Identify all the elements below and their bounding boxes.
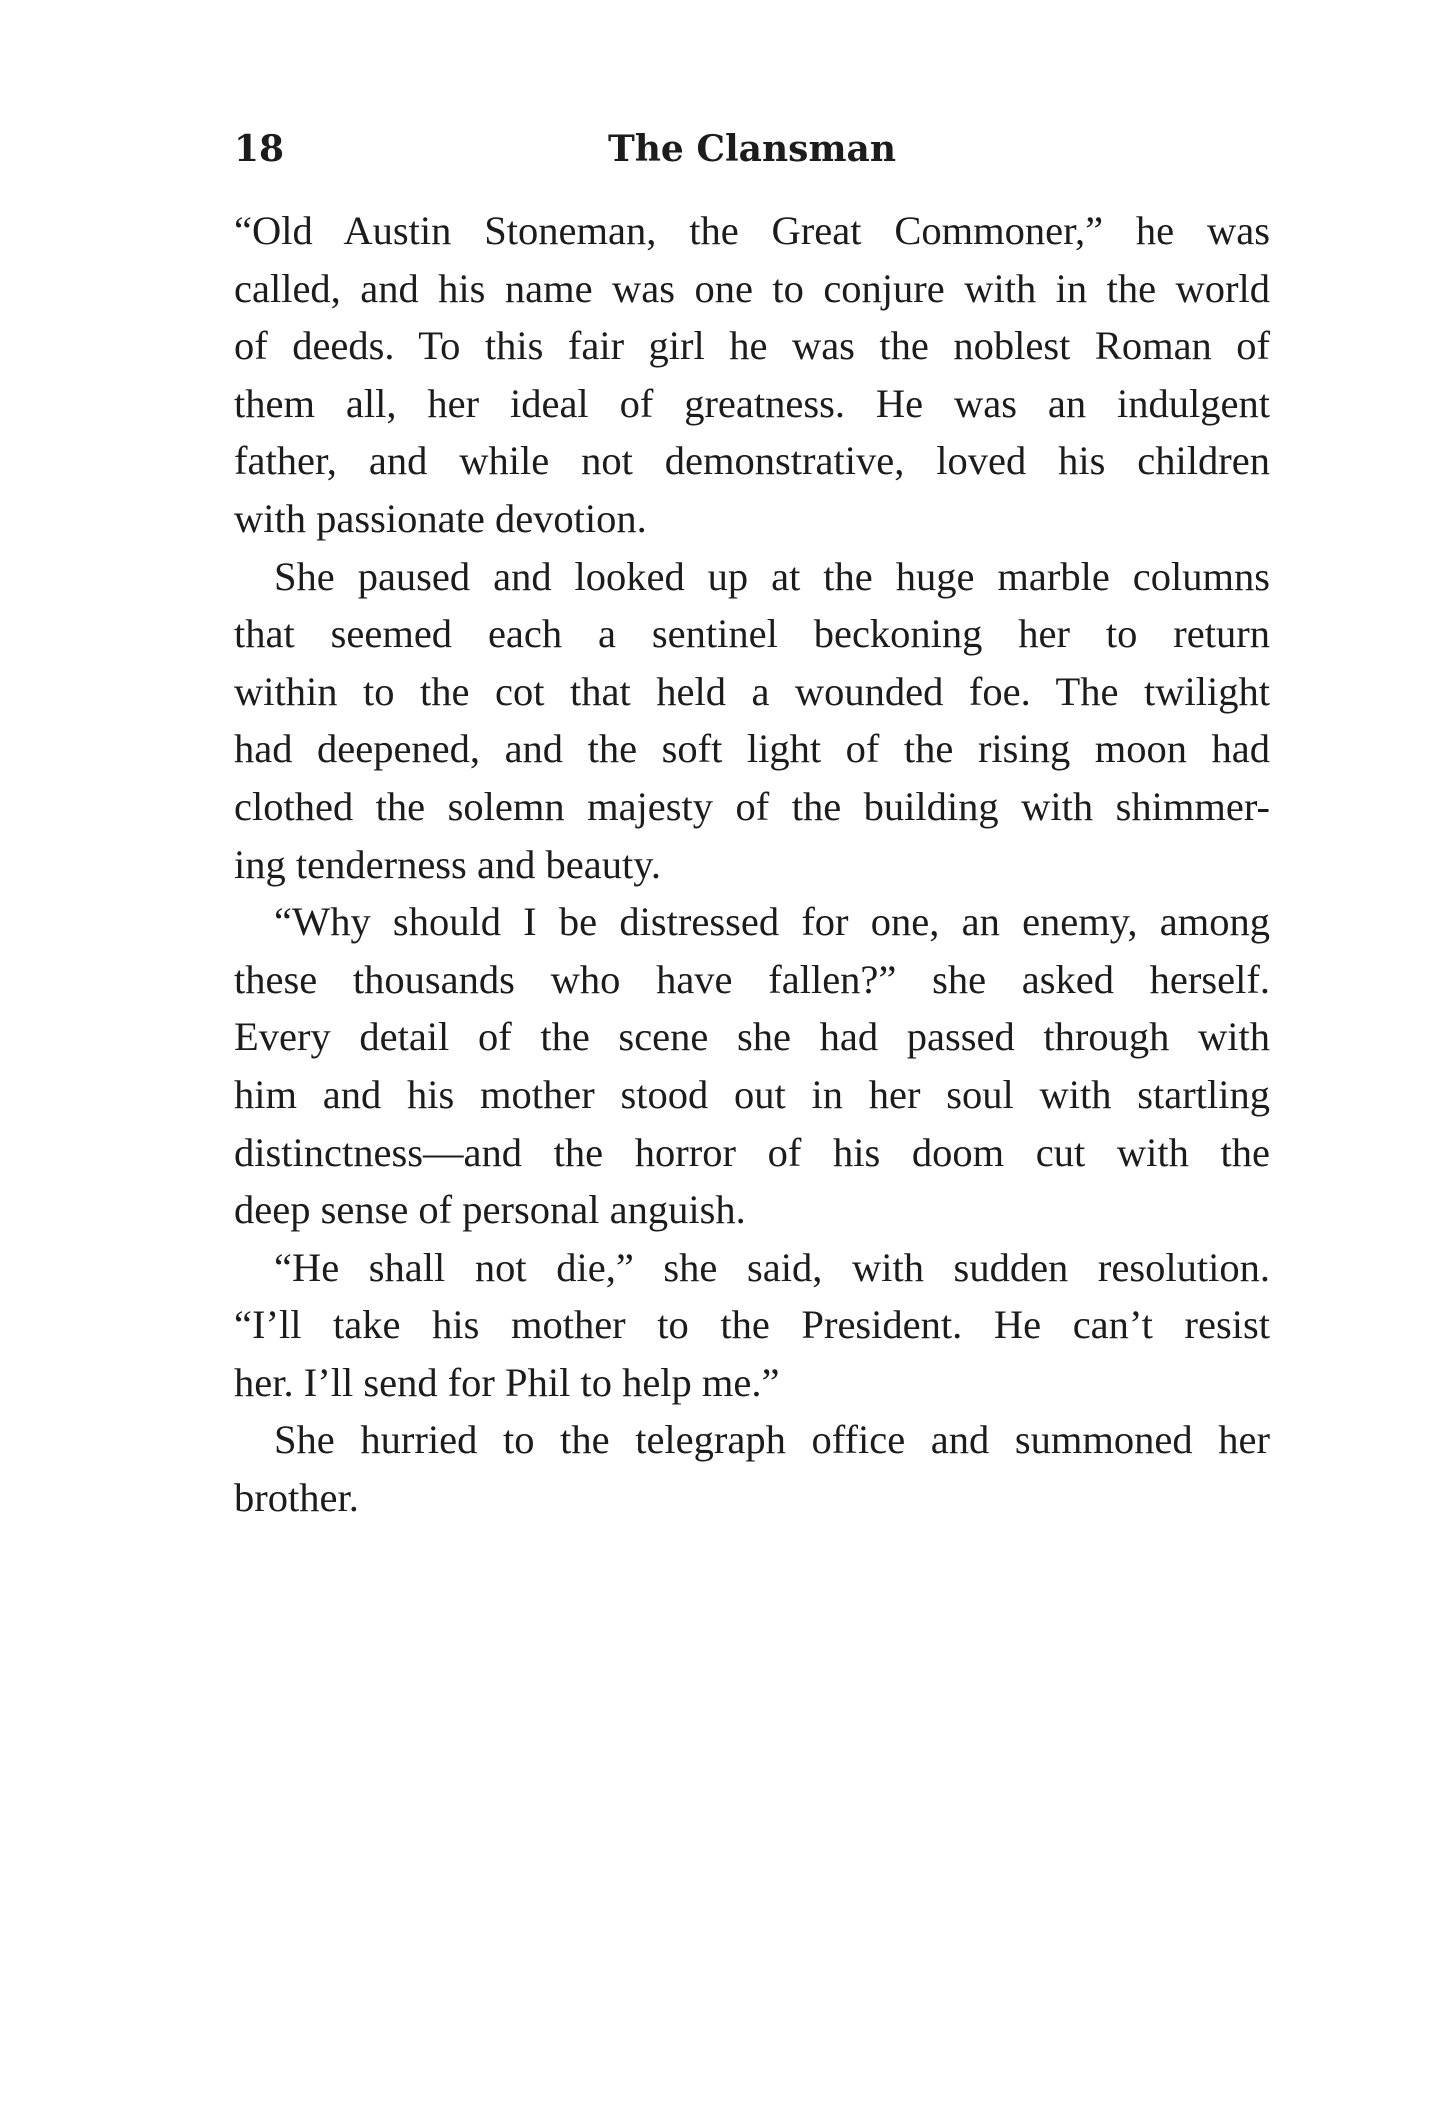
text-line: him and his mother stood out in her soul with startling xyxy=(234,1071,1270,1117)
paragraph xyxy=(234,202,1270,548)
text-line: “I’ll take his mother to the President. He can’t resist xyxy=(234,1302,1270,1348)
text-line: called, and his name was one to conjure with in the world xyxy=(234,265,1270,311)
paragraph xyxy=(234,548,1270,894)
text-line: distinctness—and the horror of his doom cut with the xyxy=(234,1129,1270,1175)
text-line: that seemed each a sentinel beckoning her to return xyxy=(234,611,1270,657)
text-line: within to the cot that held a wounded foe. The twilight xyxy=(234,668,1270,714)
text-line: clothed the solemn majesty of the building with shimmer- xyxy=(234,783,1270,829)
text-line: had deepened, and the soft light of the rising moon had xyxy=(234,726,1270,772)
text-line: “He shall not die,” she said, with sudden resolution. xyxy=(274,1244,1270,1290)
text-line: of deeds. To this fair girl he was the noblest Roman of xyxy=(234,323,1270,369)
page-header xyxy=(234,128,1270,188)
text-line: “Why should I be distressed for one, an enemy, among xyxy=(274,899,1270,945)
text-line: with passionate devotion. xyxy=(234,495,647,541)
text-line: She hurried to the telegraph office and summoned her xyxy=(274,1417,1270,1463)
running-title: The Clansman xyxy=(607,128,897,170)
page-number: 18 xyxy=(234,128,285,170)
text-line: ing tenderness and beauty. xyxy=(234,841,661,887)
text-line: father, and while not demonstrative, loved his children xyxy=(234,438,1270,484)
text-line: deep sense of personal anguish. xyxy=(234,1187,746,1233)
text-line: “Old Austin Stoneman, the Great Commoner,” he was xyxy=(234,208,1270,253)
text-line: brother. xyxy=(234,1475,359,1521)
body-text xyxy=(234,202,1270,1527)
paragraph xyxy=(234,893,1270,1239)
text-line: them all, her ideal of greatness. He was an indulgent xyxy=(234,380,1270,426)
text-line: She paused and looked up at the huge marble columns xyxy=(274,553,1270,599)
text-line: these thousands who have fallen?” she asked herself. xyxy=(234,956,1270,1002)
paragraph xyxy=(234,1411,1270,1526)
text-line: Every detail of the scene she had passed through with xyxy=(234,1014,1270,1060)
paragraph xyxy=(234,1239,1270,1412)
text-line: her. I’ll send for Phil to help me.” xyxy=(234,1359,780,1405)
